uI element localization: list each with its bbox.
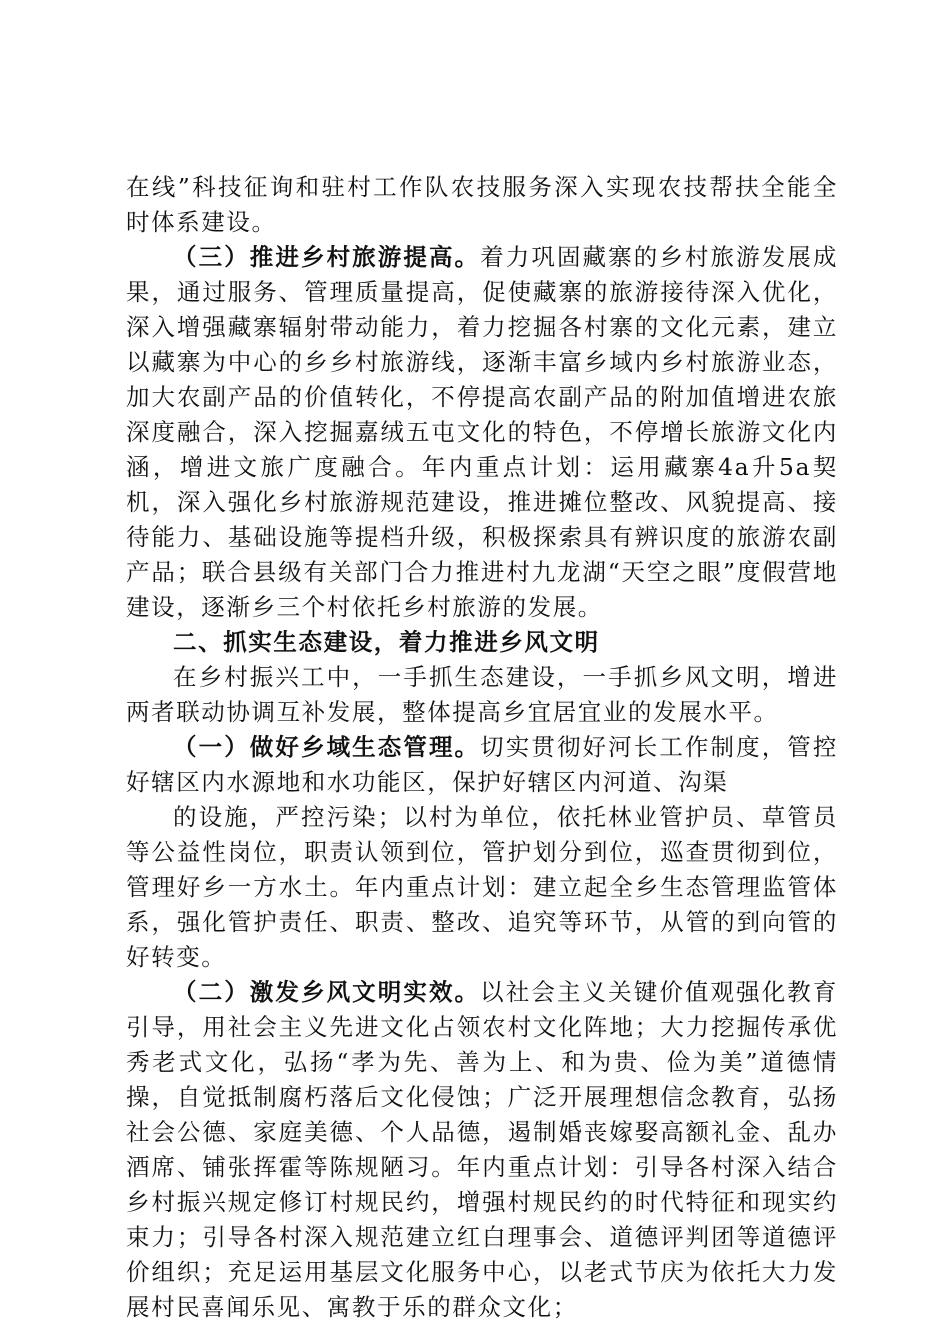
paragraph-ecology-continued	[126, 800, 838, 975]
subheading-rural-tourism: （三）推进乡村旅游提高。	[173, 243, 481, 271]
subheading-civilization: （二）激发乡风文明实效。	[173, 978, 481, 1006]
paragraph-ecology-management	[126, 730, 838, 800]
paragraph-civilization	[126, 975, 838, 1325]
paragraph-continuation	[126, 170, 838, 240]
section-heading-text: 二、抓实生态建设，着力推进乡风文明	[173, 628, 600, 656]
paragraph-section-intro	[126, 660, 838, 730]
paragraph-text: 切实贯彻好河长工作制度，管控好辖区内水源地和水功能区，保护好辖区内河道、沟渠	[126, 733, 838, 796]
paragraph-text: 以社会主义关键价值观强化教育引导，用社会主义先进文化占领农村文化阵地；大力挖掘传承优秀老式文化，弘扬“孝为先、善为上、和为贵、俭为美”道德情操，自觉抵制腐朽落后文化侵蚀；广泛开展理想信念教育，弘扬社会公德、家庭美德、个人品德，遏制婚丧嫁娶高额礼金、乱办酒席、铺张挥霍等陈规陋习。年内重点计划：引导各村深入结合乡村振兴规定修订村规民约，增强村规民约的时代特征和现实约束力；引导各村深入规范建立红白理事会、道德评判团等道德评价组织；充足运用基层文化服务中心，以老式节庆为依托大力发展村民喜闻乐见、寓教于乐的群众文化；	[126, 978, 838, 1321]
paragraph-text: 着力巩固藏寨的乡村旅游发展成果，通过服务、管理质量提高，促使藏寨的旅游接待深入优化，深入增强藏寨辐射带动能力，着力挖掘各村寨的文化元素，建立以藏寨为中心的乡乡村旅游线，逐渐丰富乡域内乡村旅游业态，加大农副产品的价值转化，不停提高农副产品的附加值增进农旅深度融合，深入挖掘嘉绒五屯文化的特色，不停增长旅游文化内涵，增进文旅广度融合。年内重点计划：运用藏寨4a升5a契机，深入强化乡村旅游规范建设，推进摊位整改、风貌提高、接待能力、基础设施等提档升级，积极探索具有辨识度的旅游农副产品；联合县级有关部门合力推进村九龙湖“天空之眼”度假营地建设，逐渐乡三个村依托乡村旅游的发展。	[126, 243, 838, 621]
paragraph-rural-tourism	[126, 240, 838, 625]
paragraph-text: 在线”科技征询和驻村工作队农技服务深入实现农技帮扶全能全时体系建设。	[126, 173, 838, 236]
section-heading-ecology	[126, 625, 838, 660]
subheading-ecology-management: （一）做好乡域生态管理。	[173, 733, 481, 761]
paragraph-text: 在乡村振兴工中，一手抓生态建设，一手抓乡风文明，增进两者联动协调互补发展，整体提高乡宜居宜业的发展水平。	[126, 663, 838, 726]
document-body	[126, 170, 838, 1325]
paragraph-text: 的设施，严控污染；以村为单位，依托林业管护员、草管员等公益性岗位，职责认领到位，管护划分到位，巡查贯彻到位，管理好乡一方水土。年内重点计划：建立起全乡生态管理监管体系，强化管护责任、职责、整改、追究等环节，从管的到向管的好转变。	[126, 803, 838, 971]
